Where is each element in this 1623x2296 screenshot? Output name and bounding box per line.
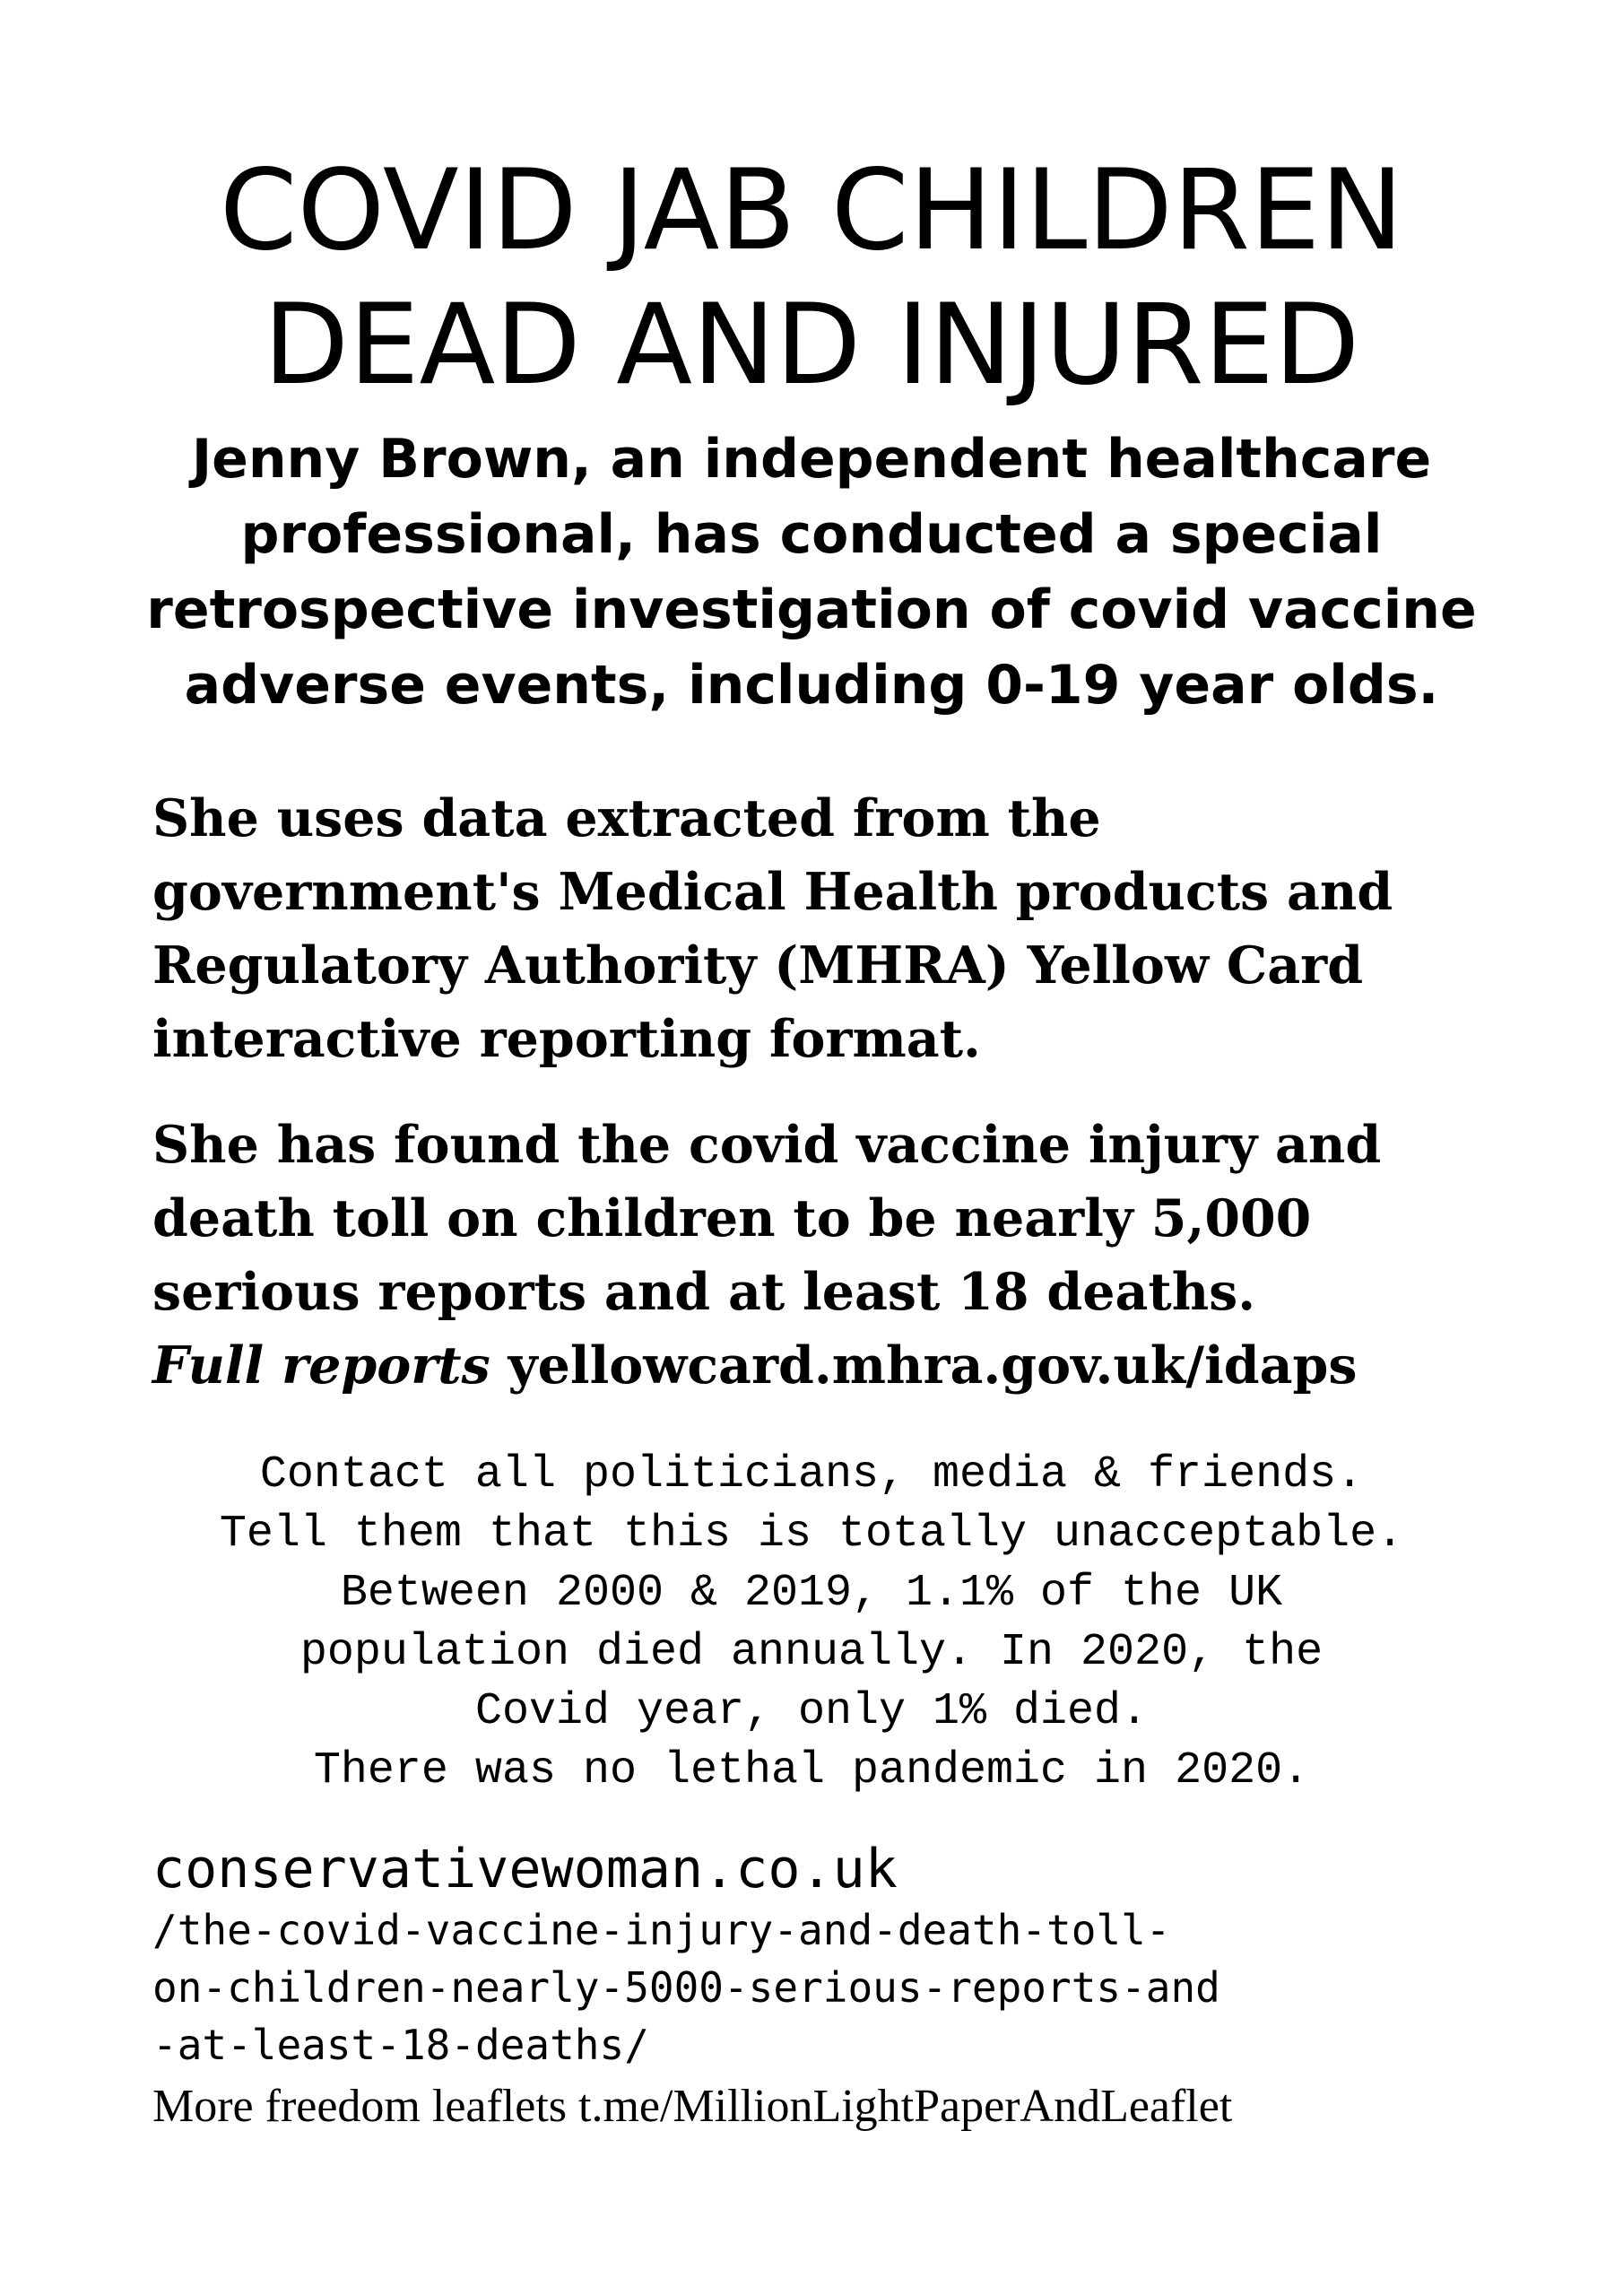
data-source-line: government's Medical Health products and bbox=[152, 862, 1393, 922]
data-source-paragraph bbox=[152, 782, 1551, 1076]
intro-line: retrospective investigation of covid vaccine bbox=[146, 578, 1477, 641]
source-site-link[interactable]: conservativewoman.co.uk bbox=[152, 1838, 898, 1900]
intro-line: Jenny Brown, an independent healthcare bbox=[191, 428, 1432, 491]
contact-paragraph bbox=[90, 1446, 1533, 1801]
contact-line: There was no lethal pandemic in 2020. bbox=[313, 1745, 1310, 1796]
full-reports-url[interactable]: yellowcard.mhra.gov.uk/idaps bbox=[508, 1335, 1358, 1396]
data-source-line: Regulatory Authority (MHRA) Yellow Card bbox=[152, 935, 1364, 996]
intro-line: professional, has conducted a special bbox=[240, 503, 1383, 566]
intro-line: adverse events, including 0-19 year olds. bbox=[184, 654, 1439, 717]
source-path-link[interactable] bbox=[152, 1901, 1551, 2074]
full-reports-line bbox=[152, 1329, 1551, 1403]
data-source-line: She uses data extracted from the bbox=[152, 788, 1101, 848]
contact-line: Tell them that this is totally unacceptable. bbox=[219, 1509, 1404, 1560]
source-path-line: /the-covid-vaccine-injury-and-death-toll- bbox=[152, 1906, 1171, 1954]
findings-paragraph bbox=[152, 1109, 1551, 1403]
more-leaflets-link[interactable]: More freedom leaflets t.me/MillionLightPaperAndLeaflet bbox=[152, 2081, 1233, 2132]
intro-paragraph bbox=[126, 422, 1497, 723]
source-path-line: on-children-nearly-5000-serious-reports-and bbox=[152, 1963, 1220, 2012]
contact-line: Between 2000 & 2019, 1.1% of the UK bbox=[340, 1568, 1283, 1619]
headline-line-1: COVID JAB CHILDREN bbox=[219, 146, 1404, 275]
contact-line: Covid year, only 1% died. bbox=[474, 1686, 1149, 1737]
findings-line: She has found the covid vaccine injury and bbox=[152, 1115, 1382, 1175]
headline-line-2: DEAD AND INJURED bbox=[263, 281, 1360, 410]
data-source-line: interactive reporting format. bbox=[152, 1009, 981, 1069]
contact-line: Contact all politicians, media & friends. bbox=[259, 1449, 1364, 1500]
findings-line: death toll on children to be nearly 5,000 bbox=[152, 1188, 1312, 1248]
contact-line: population died annually. In 2020, the bbox=[299, 1627, 1324, 1678]
full-reports-label: Full reports bbox=[152, 1335, 490, 1396]
findings-line: serious reports and at least 18 deaths. bbox=[152, 1262, 1256, 1322]
source-path-line: -at-least-18-deaths/ bbox=[152, 2021, 649, 2069]
